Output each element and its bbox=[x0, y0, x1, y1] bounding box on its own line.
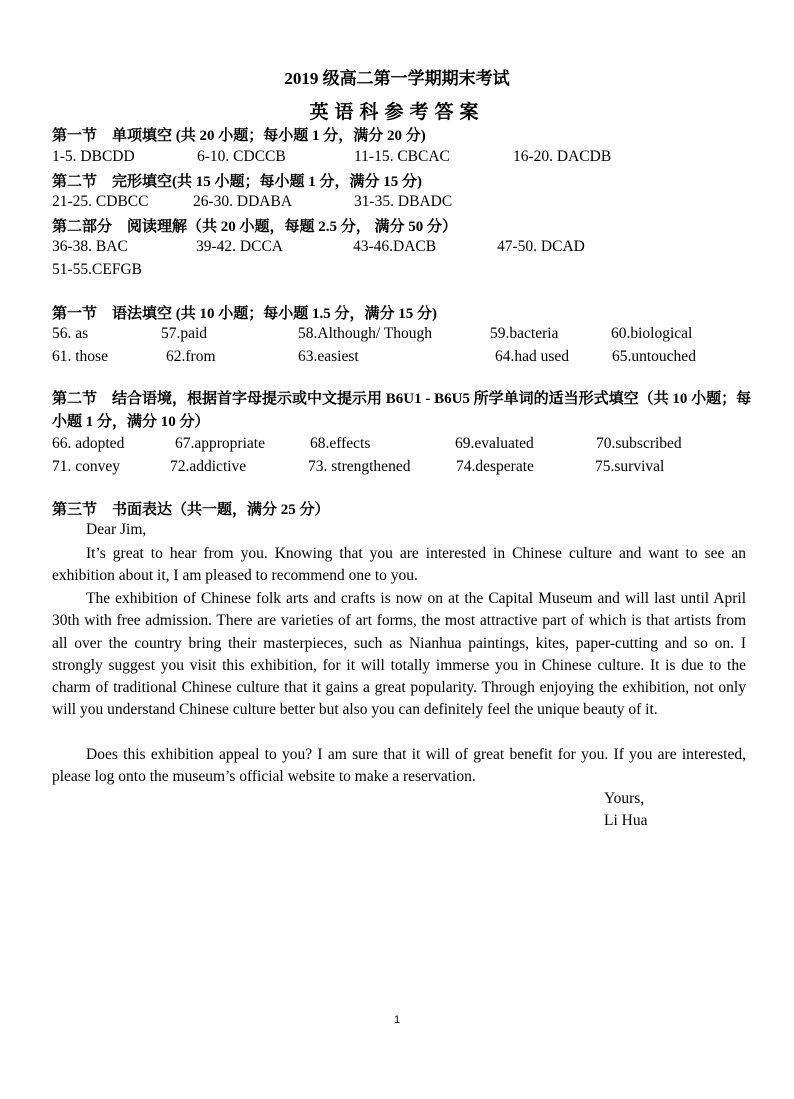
answer-group: 51-55.CEFGB bbox=[52, 261, 142, 278]
answer-group: 47-50. DCAD bbox=[497, 238, 585, 255]
section-heading-writing: 第三节 书面表达（共一题，满分 25 分） bbox=[52, 502, 330, 518]
answer-item: 58.Although/ Though bbox=[298, 325, 433, 342]
answer-group: 1-5. DBCDD bbox=[52, 148, 135, 165]
answer-item: 66. adopted bbox=[52, 435, 125, 452]
page-title: 2019 级高二第一学期期末考试 bbox=[284, 69, 510, 88]
answer-item: 68.effects bbox=[310, 435, 371, 452]
answer-item: 60.biological bbox=[611, 325, 693, 342]
answer-item: 75.survival bbox=[595, 458, 665, 475]
answer-group: 26-30. DDABA bbox=[193, 193, 293, 210]
page-number: 1 bbox=[393, 1014, 401, 1026]
answer-item: 72.addictive bbox=[170, 458, 247, 475]
section-heading-cloze: 第二节 完形填空(共 15 小题；每小题 1 分，满分 15 分) bbox=[52, 174, 422, 190]
answer-item: 62.from bbox=[166, 348, 216, 365]
answer-group: 6-10. CDCCB bbox=[197, 148, 286, 165]
answer-group: 39-42. DCCA bbox=[196, 238, 283, 255]
section-heading-grammar: 第一节 语法填空 (共 10 小题；每小题 1.5 分，满分 15 分) bbox=[52, 306, 437, 322]
letter-greeting: Dear Jim, bbox=[86, 521, 147, 538]
answer-item: 61. those bbox=[52, 348, 108, 365]
answer-item: 56. as bbox=[52, 325, 89, 342]
answer-item: 59.bacteria bbox=[490, 325, 559, 342]
answer-item: 64.had used bbox=[495, 348, 570, 365]
answer-item: 73. strengthened bbox=[308, 458, 411, 475]
answer-group: 16-20. DACDB bbox=[513, 148, 612, 165]
answer-group: 36-38. BAC bbox=[52, 238, 128, 255]
page-subtitle: 英语科参考答案 bbox=[309, 102, 485, 123]
answer-group: 43-46.DACB bbox=[353, 238, 437, 255]
section-heading-single-choice: 第一节 单项填空 (共 20 小题；每小题 1 分，满分 20 分) bbox=[52, 128, 426, 144]
letter-closing: Yours, bbox=[604, 790, 645, 807]
answer-item: 74.desperate bbox=[456, 458, 534, 475]
letter-paragraph: Does this exhibition appeal to you? I am sure that it will of great benefit for you. If you are interested, please log onto the museum’s official website to make a reservation. bbox=[52, 746, 746, 786]
answer-group: 31-35. DBADC bbox=[354, 193, 453, 210]
section-heading-word-fill: 第二节 结合语境，根据首字母提示或中文提示用 B6U1 - B6U5 所学单词的适当形式填空（共 10 小题；每小题 1 分，满分 10 分） bbox=[52, 391, 752, 430]
section-heading-reading: 第二部分 阅读理解（共 20 小题，每题 2.5 分， 满分 50 分） bbox=[52, 219, 458, 235]
answer-item: 71. convey bbox=[52, 458, 121, 475]
answer-group: 11-15. CBCAC bbox=[354, 148, 450, 165]
answer-item: 67.appropriate bbox=[175, 435, 265, 452]
answer-item: 69.evaluated bbox=[455, 435, 534, 452]
answer-item: 70.subscribed bbox=[596, 435, 682, 452]
answer-item: 63.easiest bbox=[298, 348, 359, 365]
letter-paragraph: The exhibition of Chinese folk arts and crafts is now on at the Capital Museum and will last until April 30th with free admission. There are varieties of art forms, the most attractive part of which is that artists from all over the country bring their masterpieces, such as Nianhua paintings, kites, paper-cutting and so on. I strongly suggest you visit this exhibition, for it will totally immerse you in Chinese culture. It is due to the charm of traditional Chinese culture that it gains a great popularity. Through enjoying the exhibition, not only will you understand Chinese culture better but also you can definitely feel the unique beauty of it. bbox=[52, 590, 746, 719]
letter-paragraph: It’s great to hear from you. Knowing that you are interested in Chinese culture and want to see an exhibition about it, I am pleased to recommend one to you. bbox=[52, 545, 746, 585]
answer-item: 57.paid bbox=[161, 325, 208, 342]
letter-signature: Li Hua bbox=[604, 812, 648, 829]
answer-group: 21-25. CDBCC bbox=[52, 193, 149, 210]
answer-item: 65.untouched bbox=[612, 348, 696, 365]
